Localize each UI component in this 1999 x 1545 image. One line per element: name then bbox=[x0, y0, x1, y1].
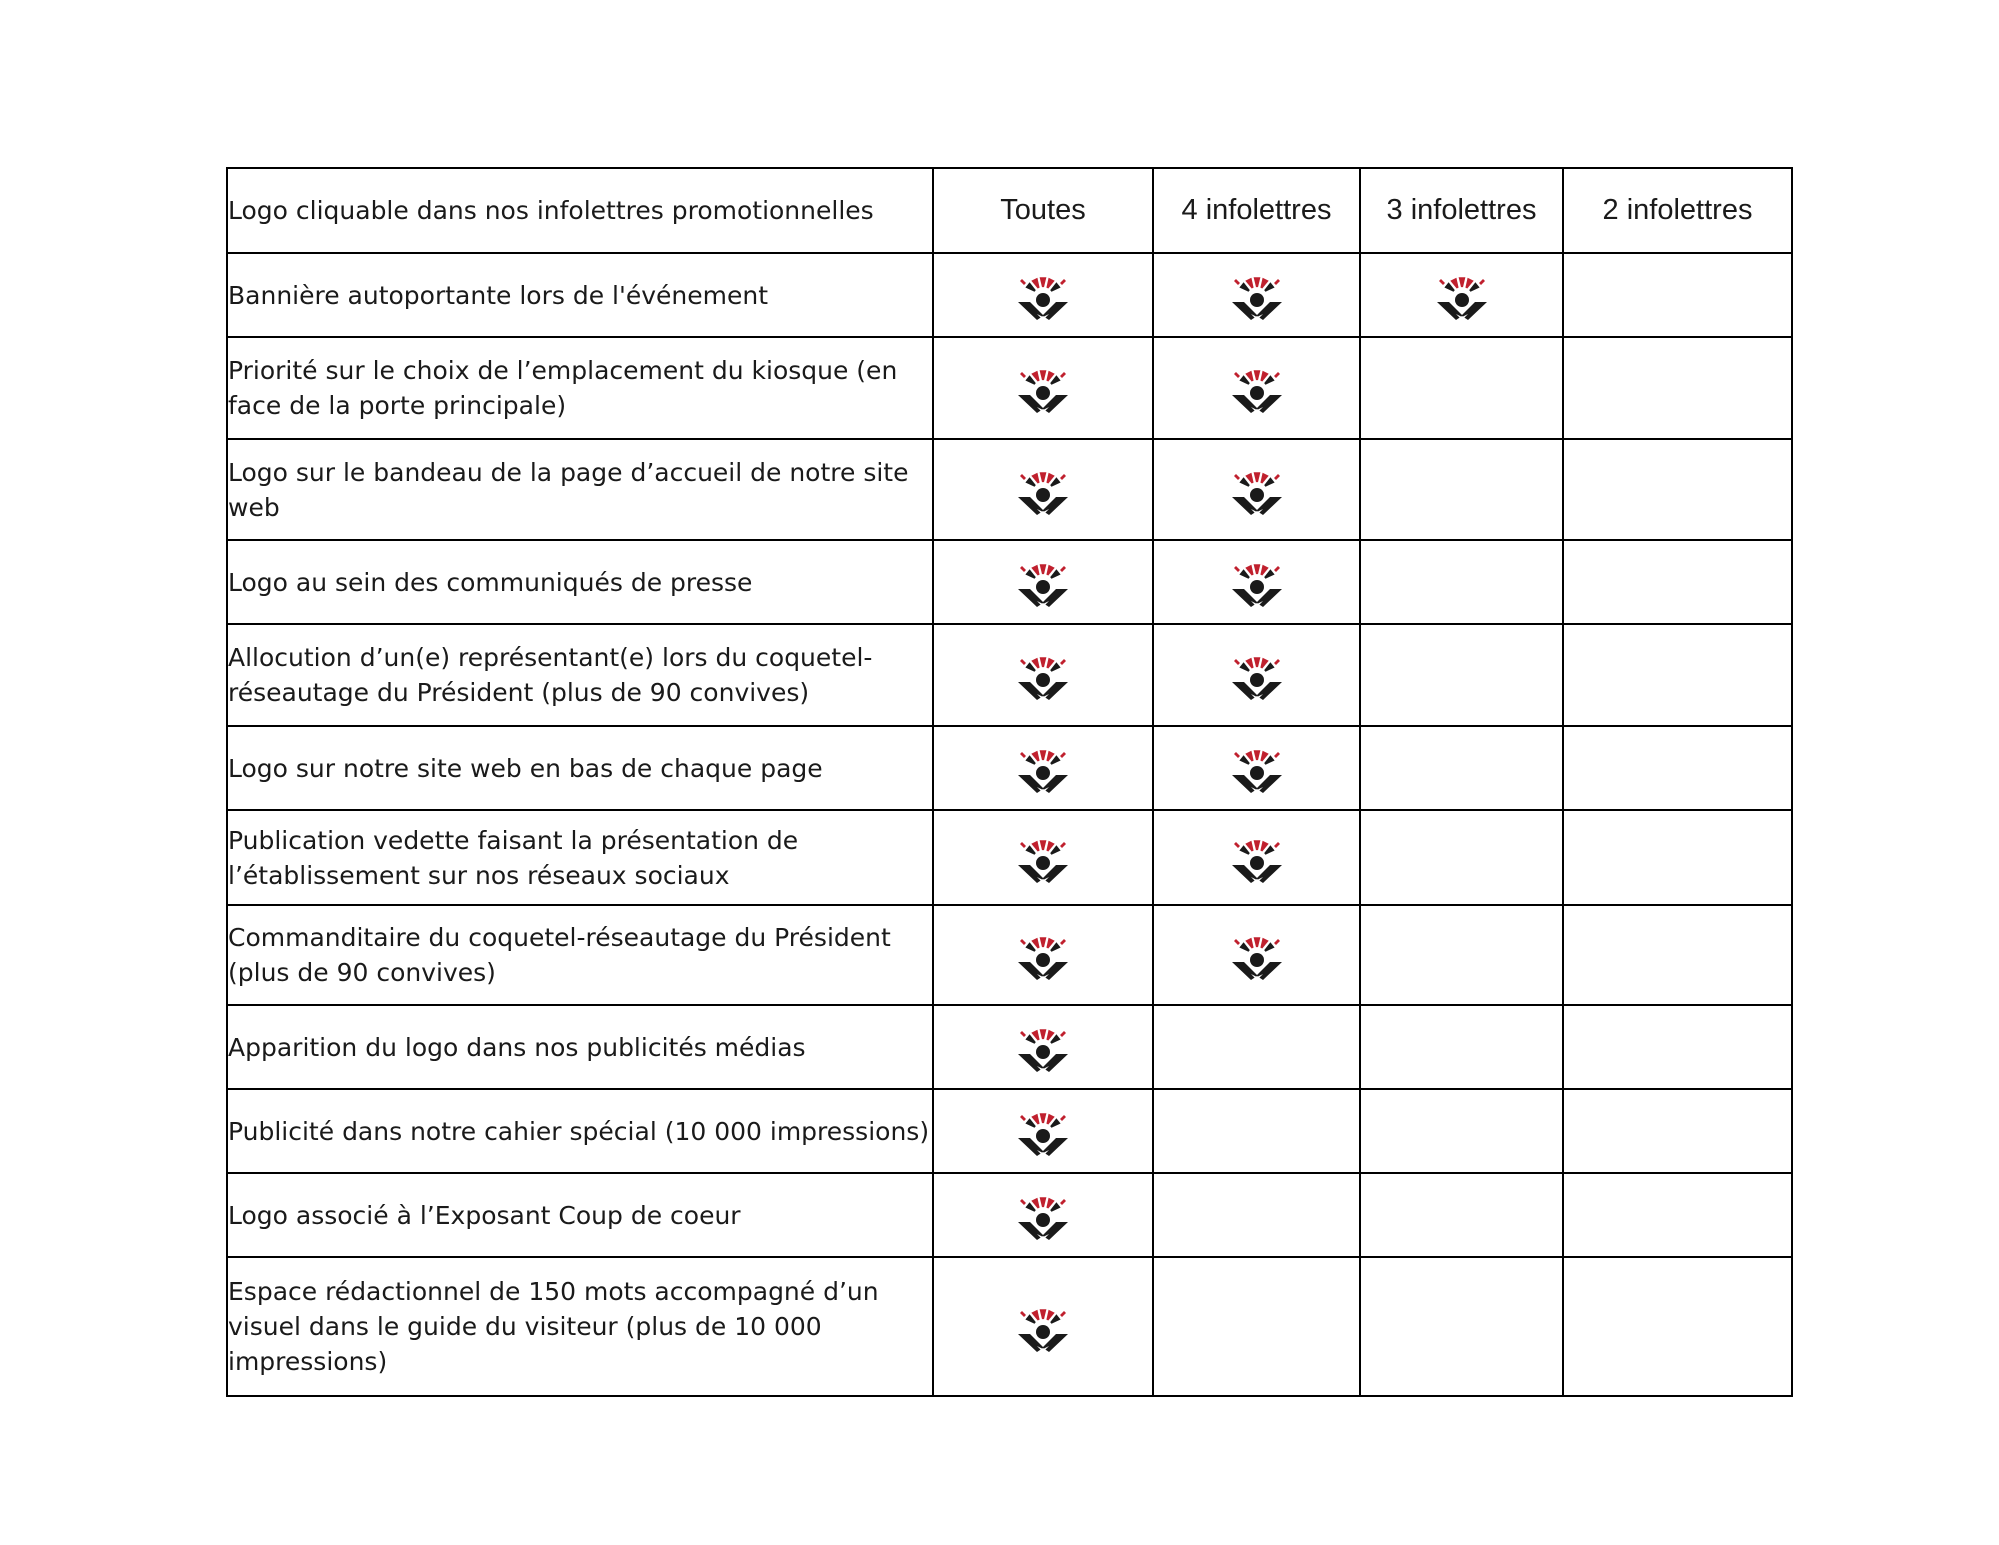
included-logo-icon bbox=[1013, 1189, 1073, 1241]
included-logo-icon bbox=[1013, 269, 1073, 321]
benefit-label: Bannière autoportante lors de l'événement bbox=[227, 253, 933, 337]
included-logo-icon bbox=[1227, 649, 1287, 701]
benefit-label: Apparition du logo dans nos publicités médias bbox=[227, 1005, 933, 1089]
tier-cell bbox=[1153, 1173, 1360, 1257]
benefit-row bbox=[227, 540, 1792, 624]
benefit-label: Allocution d’un(e) représentant(e) lors du coquetel-réseautage du Président (plus de 90 convives) bbox=[227, 624, 933, 726]
tier-cell bbox=[1563, 540, 1792, 624]
benefit-row bbox=[227, 810, 1792, 905]
benefit-row bbox=[227, 1173, 1792, 1257]
tier-header: 2 infolettres bbox=[1563, 168, 1792, 253]
tier-cell bbox=[1360, 337, 1563, 439]
tier-cell bbox=[1153, 624, 1360, 726]
tier-header: 4 infolettres bbox=[1153, 168, 1360, 253]
tier-cell bbox=[933, 726, 1153, 810]
included-logo-icon bbox=[1013, 929, 1073, 981]
benefit-row bbox=[227, 624, 1792, 726]
tier-cell bbox=[933, 253, 1153, 337]
included-logo-icon bbox=[1227, 362, 1287, 414]
tier-cell bbox=[933, 905, 1153, 1005]
included-logo-icon bbox=[1013, 556, 1073, 608]
tier-cell bbox=[1153, 540, 1360, 624]
benefit-label: Publicité dans notre cahier spécial (10 000 impressions) bbox=[227, 1089, 933, 1173]
benefit-label: Logo associé à l’Exposant Coup de coeur bbox=[227, 1173, 933, 1257]
benefit-label: Logo sur notre site web en bas de chaque page bbox=[227, 726, 933, 810]
benefit-row bbox=[227, 439, 1792, 540]
tier-cell bbox=[1563, 1089, 1792, 1173]
tier-header: 3 infolettres bbox=[1360, 168, 1563, 253]
included-logo-icon bbox=[1227, 556, 1287, 608]
tier-cell bbox=[933, 1005, 1153, 1089]
tier-cell bbox=[1563, 253, 1792, 337]
included-logo-icon bbox=[1227, 464, 1287, 516]
included-logo-icon bbox=[1013, 649, 1073, 701]
benefit-row bbox=[227, 905, 1792, 1005]
tier-cell bbox=[933, 1257, 1153, 1396]
tier-cell bbox=[1153, 726, 1360, 810]
tier-cell bbox=[1563, 439, 1792, 540]
benefit-row bbox=[227, 1005, 1792, 1089]
tier-cell bbox=[1563, 1257, 1792, 1396]
tier-cell bbox=[1360, 439, 1563, 540]
tier-cell bbox=[1153, 810, 1360, 905]
included-logo-icon bbox=[1013, 1301, 1073, 1353]
sponsorship-benefits-table bbox=[226, 167, 1793, 1397]
header-label: Logo cliquable dans nos infolettres promotionnelles bbox=[227, 168, 933, 253]
included-logo-icon bbox=[1013, 832, 1073, 884]
tier-cell bbox=[1360, 1005, 1563, 1089]
tier-cell bbox=[1153, 337, 1360, 439]
benefit-label: Priorité sur le choix de l’emplacement du kiosque (en face de la porte principale) bbox=[227, 337, 933, 439]
included-logo-icon bbox=[1227, 832, 1287, 884]
tier-cell bbox=[1563, 810, 1792, 905]
tier-cell bbox=[933, 810, 1153, 905]
tier-header: Toutes bbox=[933, 168, 1153, 253]
tier-cell bbox=[1563, 337, 1792, 439]
tier-cell bbox=[1360, 810, 1563, 905]
benefit-row bbox=[227, 337, 1792, 439]
benefit-label: Logo sur le bandeau de la page d’accueil de notre site web bbox=[227, 439, 933, 540]
benefit-rows bbox=[227, 253, 1792, 1396]
header-row bbox=[227, 168, 1792, 253]
tier-cell bbox=[1360, 540, 1563, 624]
included-logo-icon bbox=[1227, 269, 1287, 321]
tier-cell bbox=[1563, 726, 1792, 810]
included-logo-icon bbox=[1013, 742, 1073, 794]
tier-cell bbox=[1153, 439, 1360, 540]
tier-cell bbox=[1360, 253, 1563, 337]
tier-cell bbox=[933, 1089, 1153, 1173]
benefit-label: Commanditaire du coquetel-réseautage du Président (plus de 90 convives) bbox=[227, 905, 933, 1005]
tier-cell bbox=[933, 624, 1153, 726]
benefit-row bbox=[227, 253, 1792, 337]
tier-cell bbox=[1563, 905, 1792, 1005]
tier-cell bbox=[933, 540, 1153, 624]
tier-cell bbox=[1360, 1257, 1563, 1396]
tier-cell bbox=[1153, 1089, 1360, 1173]
included-logo-icon bbox=[1013, 464, 1073, 516]
included-logo-icon bbox=[1013, 362, 1073, 414]
tier-cell bbox=[1153, 905, 1360, 1005]
tier-cell bbox=[1360, 1089, 1563, 1173]
tier-cell bbox=[1563, 624, 1792, 726]
tier-cell bbox=[933, 1173, 1153, 1257]
tier-cell bbox=[1153, 253, 1360, 337]
benefit-row bbox=[227, 1257, 1792, 1396]
tier-cell bbox=[1360, 624, 1563, 726]
included-logo-icon bbox=[1013, 1021, 1073, 1073]
tier-cell bbox=[1153, 1005, 1360, 1089]
included-logo-icon bbox=[1432, 269, 1492, 321]
benefit-row bbox=[227, 1089, 1792, 1173]
included-logo-icon bbox=[1227, 929, 1287, 981]
tier-cell bbox=[1360, 1173, 1563, 1257]
benefit-row bbox=[227, 726, 1792, 810]
benefit-label: Publication vedette faisant la présentation de l’établissement sur nos réseaux sociaux bbox=[227, 810, 933, 905]
tier-cell bbox=[1563, 1005, 1792, 1089]
tier-cell bbox=[1153, 1257, 1360, 1396]
benefit-label: Espace rédactionnel de 150 mots accompagné d’un visuel dans le guide du visiteur (plus de 10 000 impressions) bbox=[227, 1257, 933, 1396]
tier-cell bbox=[1563, 1173, 1792, 1257]
included-logo-icon bbox=[1013, 1105, 1073, 1157]
included-logo-icon bbox=[1227, 742, 1287, 794]
benefit-label: Logo au sein des communiqués de presse bbox=[227, 540, 933, 624]
tier-cell bbox=[1360, 726, 1563, 810]
tier-cell bbox=[933, 439, 1153, 540]
tier-cell bbox=[933, 337, 1153, 439]
tier-cell bbox=[1360, 905, 1563, 1005]
